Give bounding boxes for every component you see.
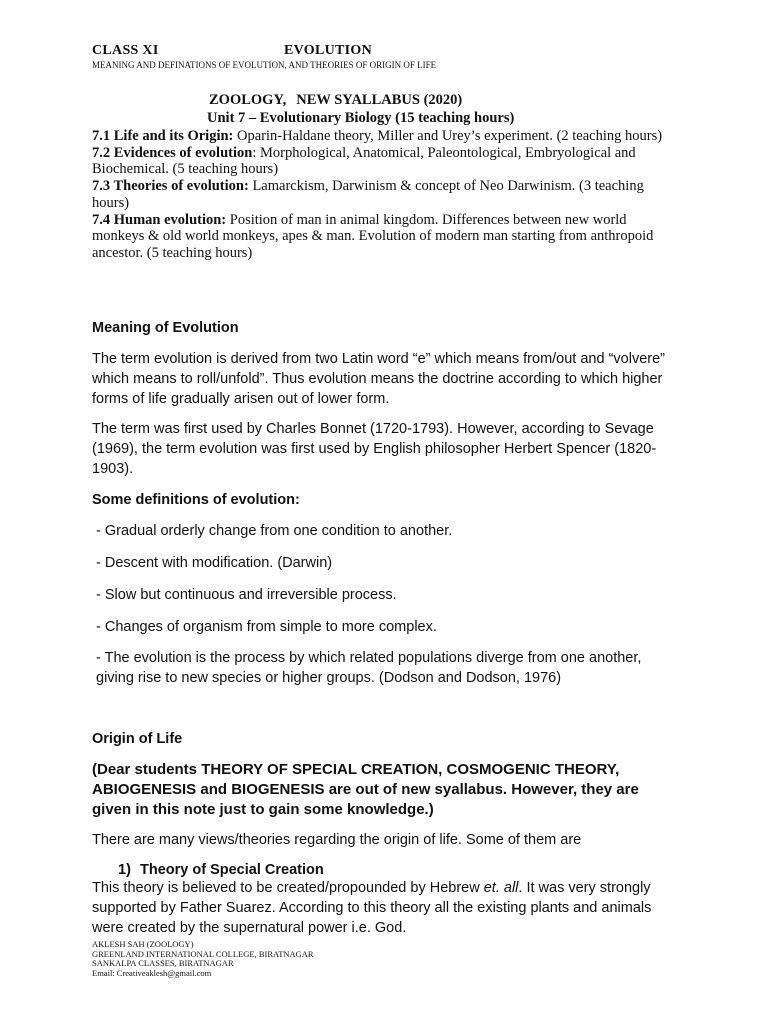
- header-line: [92, 43, 692, 59]
- theory-title: Theory of Special Creation: [140, 862, 324, 878]
- definition-item: - The evolution is the process by which related populations diverge from one another, giving rise to new species or higher groups. (Dodson and Dodson, 1976): [96, 650, 642, 686]
- syllabus-subject: ZOOLOGY,: [209, 92, 287, 108]
- origin-note: (Dear students THEORY OF SPECIAL CREATION, COSMOGENIC THEORY, ABIOGENESIS and BIOGENESIS are out of new syallabus. However, they are given in this note just to gain some knowledge.): [92, 761, 639, 818]
- header-subtitle: MEANING AND DEFINATIONS OF EVOLUTION, AND THEORIES OF ORIGIN OF LIFE: [92, 60, 437, 70]
- syllabus-year: NEW SYALLABUS (2020): [296, 92, 463, 108]
- definition-item: - Descent with modification. (Darwin): [96, 555, 333, 571]
- syllabus-list: [92, 128, 680, 262]
- meaning-heading: Meaning of Evolution: [92, 320, 239, 336]
- footer-college: GREENLAND INTERNATIONAL COLLEGE, BIRATNAGAR: [92, 948, 314, 959]
- subject-label: EVOLUTION: [284, 43, 372, 58]
- origin-intro: There are many views/theories regarding the origin of life. Some of them are: [92, 832, 582, 848]
- definition-item: - Slow but continuous and irreversible process.: [96, 587, 397, 603]
- definitions-heading: Some definitions of evolution:: [92, 492, 300, 508]
- footer-author: AKLESH SAH (ZOOLOGY): [92, 939, 194, 949]
- definition-item: - Gradual orderly change from one condition to another.: [96, 523, 453, 539]
- theory-heading: [118, 862, 324, 878]
- origin-heading: Origin of Life: [92, 731, 183, 747]
- footer-classes: SANKALPA CLASSES, BIRATNAGAR: [92, 958, 234, 969]
- footer: [92, 940, 492, 978]
- syllabus-item: 7.4 Human evolution: Position of man in animal kingdom. Differences between new world monkeys & old world monkeys, apes & man. Evolution of modern man starting from anthropoid ancestor. (5 teaching hours): [92, 211, 654, 261]
- meaning-paragraph-2: The term was first used by Charles Bonnet (1720-1793). However, according to Sevage (1969), the term evolution was first used by English philosopher Herbert Spencer (1820-1903).: [92, 421, 657, 477]
- class-label: CLASS XI: [92, 43, 159, 58]
- syllabus-item: 7.2 Evidences of evolution: Morphological, Anatomical, Paleontological, Embryological and Biochemical. (5 teaching hours): [92, 144, 636, 178]
- theory-paragraph: This theory is believed to be created/propounded by Hebrew et. all. It was very strongly supported by Father Suarez. According to this theory all the existing plants and animals were created by the supernatural power i.e. God.: [92, 880, 652, 936]
- syllabus-item: 7.3 Theories of evolution: Lamarckism, Darwinism & concept of Neo Darwinism. (3 teaching hours): [92, 178, 644, 211]
- syllabus-item: 7.1 Life and its Origin: Oparin-Haldane theory, Miller and Urey’s experiment. (2 teaching hours): [92, 128, 663, 144]
- definition-item: - Changes of organism from simple to more complex.: [96, 619, 437, 635]
- footer-email: Email: Creativeaklesh@gmail.com: [92, 967, 212, 978]
- meaning-paragraph-1: The term evolution is derived from two Latin word “e” which means from/out and “volvere” which means to roll/unfold”. Thus evolution means the doctrine according to which higher forms of life gradually arisen out of lower form.: [92, 351, 665, 407]
- unit-title: Unit 7 – Evolutionary Biology (15 teaching hours): [207, 110, 515, 126]
- syllabus-title: [209, 92, 462, 109]
- theory-number: 1): [118, 862, 131, 878]
